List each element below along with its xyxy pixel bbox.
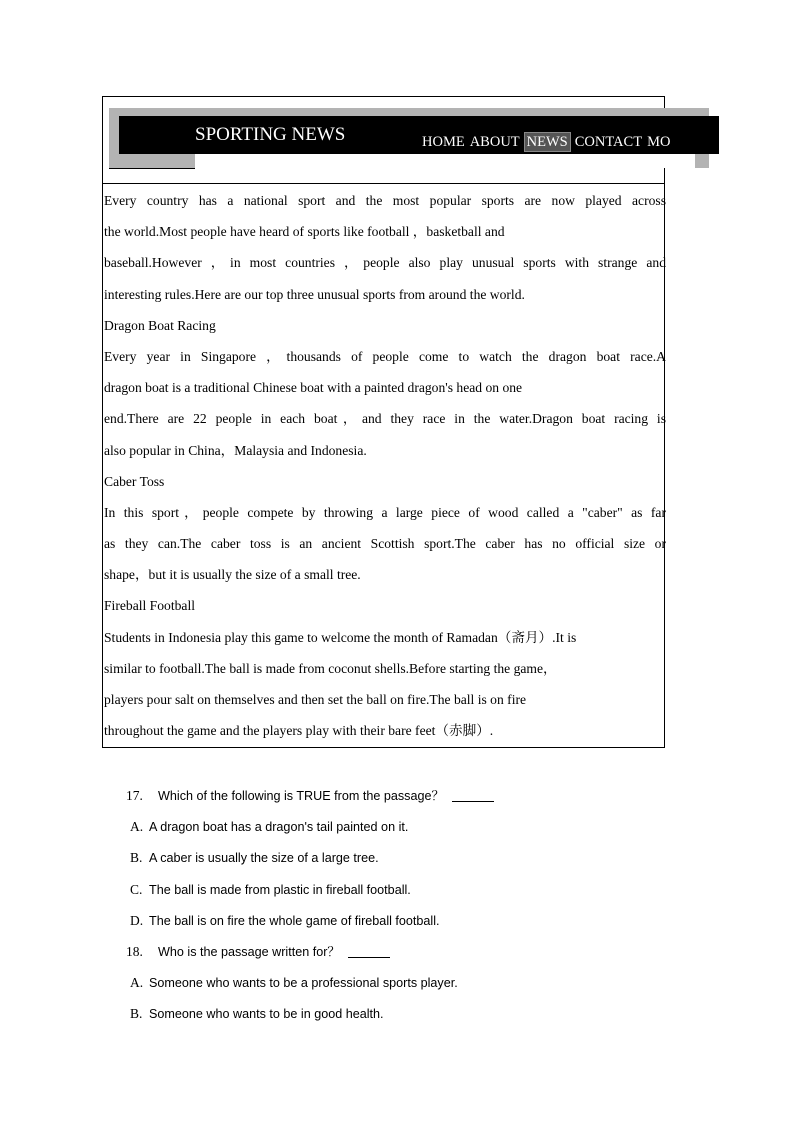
- section-heading-fireball-football: Fireball Football: [104, 598, 195, 614]
- nav-item-contact[interactable]: CONTACT: [574, 134, 643, 150]
- article-line: shape，but it is usually the size of a small tree.: [104, 567, 361, 583]
- question-text: Who is the passage written for？: [158, 944, 340, 959]
- question-17: [126, 780, 494, 811]
- article-line: throughout the game and the players play with their bare feet（赤脚）.: [104, 723, 494, 739]
- article-line: also popular in China，Malaysia and Indonesia.: [104, 442, 367, 458]
- banner-edge-line: [109, 168, 195, 169]
- article-line: dragon boat is a traditional Chinese boat with a painted dragon's head on one: [104, 380, 523, 396]
- option-letter: B.: [130, 1006, 143, 1022]
- nav-menu: [421, 132, 674, 152]
- article-line: the world.Most people have heard of sports like football ，basketball and: [104, 224, 505, 240]
- option-18-b[interactable]: [126, 998, 494, 1029]
- banner-white-strip: [195, 154, 695, 168]
- article-line: interesting rules.Here are our top three unusual sports from around the world.: [104, 286, 525, 302]
- answer-blank[interactable]: [348, 943, 390, 958]
- option-text: The ball is on fire the whole game of fireball football.: [149, 913, 440, 928]
- question-number: 17.: [126, 788, 143, 803]
- article-body: [104, 185, 666, 746]
- article-line: players pour salt on themselves and then set the ball on fire.The ball is on fire: [104, 692, 527, 707]
- nav-item-about[interactable]: ABOUT: [469, 134, 520, 150]
- nav-item-home[interactable]: HOME: [422, 134, 465, 150]
- option-17-c[interactable]: [126, 874, 494, 905]
- option-18-a[interactable]: [126, 967, 494, 998]
- option-text: A dragon boat has a dragon's tail painted on it.: [149, 820, 409, 835]
- nav-item-more[interactable]: MO: [647, 134, 671, 150]
- questions-section: [126, 780, 494, 1030]
- article-line: end.There are 22 people in each boat，and they race in the water.Dragon boat racing is: [104, 411, 666, 427]
- article-line: Every country has a national sport and the most popular sports are now played across: [104, 193, 666, 208]
- site-title: SPORTING NEWS: [195, 124, 346, 145]
- option-letter: C.: [130, 881, 143, 897]
- question-text: Which of the following is TRUE from the passage？: [158, 789, 445, 803]
- option-letter: B.: [130, 850, 143, 866]
- option-letter: A.: [130, 975, 144, 991]
- nav-item-news[interactable]: NEWS: [524, 132, 571, 152]
- question-number: 18.: [126, 943, 143, 959]
- option-text: The ball is made from plastic in fireball football.: [149, 882, 411, 897]
- option-text: Someone who wants to be a professional sports player.: [149, 976, 458, 991]
- article-line: baseball.However ，in most countries ，people also play unusual sports with strange and: [104, 255, 666, 271]
- article-line: Every year in Singapore ，thousands of people come to watch the dragon boat race.A: [104, 348, 666, 364]
- option-17-a[interactable]: [126, 811, 494, 842]
- option-text: Someone who wants to be in good health.: [149, 1007, 384, 1022]
- article-line: as they can.The caber toss is an ancient Scottish sport.The caber has no official size or: [104, 536, 666, 552]
- article-line: Students in Indonesia play this game to welcome the month of Ramadan（斋月）.It is: [104, 629, 577, 645]
- option-17-d[interactable]: [126, 905, 494, 936]
- option-letter: A.: [130, 819, 144, 835]
- question-18: [126, 936, 494, 967]
- answer-blank[interactable]: [452, 787, 494, 802]
- section-heading-caber-toss: Caber Toss: [104, 473, 165, 489]
- article-frame: [102, 96, 671, 748]
- section-heading-dragon-boat: Dragon Boat Racing: [104, 317, 216, 333]
- article-line: In this sport，people compete by throwing a large piece of wood called a "caber" as far: [104, 504, 666, 520]
- option-text: A caber is usually the size of a large tree.: [149, 851, 379, 866]
- option-17-b[interactable]: [126, 842, 494, 873]
- article-line: similar to football.The ball is made from coconut shells.Before starting the game，: [104, 660, 557, 676]
- news-banner: [103, 97, 671, 184]
- option-letter: D.: [130, 912, 144, 928]
